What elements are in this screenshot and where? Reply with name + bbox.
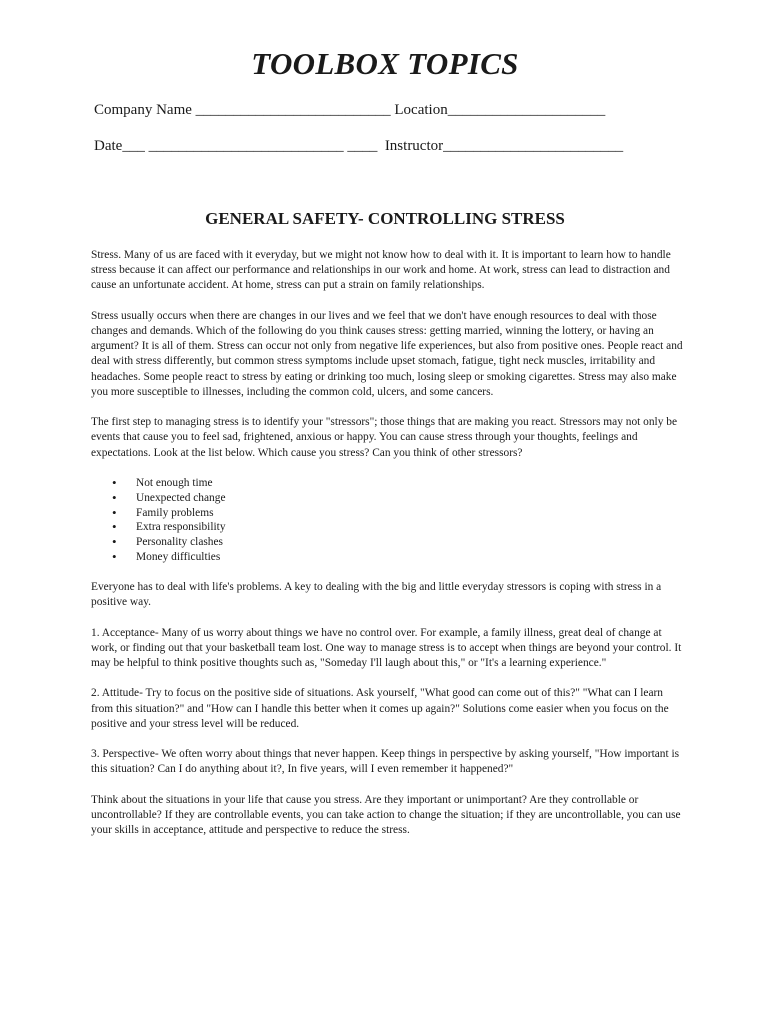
list-item: • Unexpected change bbox=[136, 491, 683, 506]
list-item: • Money difficulties bbox=[136, 550, 683, 565]
section-title: GENERAL SAFETY- CONTROLLING STRESS bbox=[205, 209, 565, 228]
document-body bbox=[91, 248, 683, 854]
list-item: • Personality clashes bbox=[136, 535, 683, 550]
stressor-list bbox=[91, 476, 683, 565]
date-instructor-line: Date___ __________________________ ____ Instructor________________________ bbox=[94, 138, 624, 154]
paragraph-conclusion: Think about the situations in your life that cause you stress. Are they important or unimportant? Are they controllable or uncontrollable? If they are controllable events, you can take action to change the situation; if they are uncontrollable, you can use your skills in acceptance, attitude and perspective to reduce the stress. bbox=[91, 793, 681, 837]
list-item: • Family problems bbox=[136, 506, 683, 521]
paragraph-attitude: 2. Attitude- Try to focus on the positive side of situations. Ask yourself, "What good can come out of this?" "What can I learn from this situation?" and "How can I handle this better when it comes up again?" Solutions come easier when you focus on the positive and your stress level will be reduced. bbox=[91, 687, 669, 730]
paragraph-coping: Everyone has to deal with life's problems. A key to dealing with the big and little everyday stressors is coping with stress in a positive way. bbox=[91, 580, 662, 609]
paragraph-intro: Stress. Many of us are faced with it everyday, but we might not know how to deal with it. It is important to learn how to handle stress because it can affect our performance and relationships in our work and home. At work, stress can lead to distraction and cause an unfortunate accident. At home, stress can put a strain on family relationships. bbox=[91, 249, 671, 292]
paragraph-stressors: The first step to managing stress is to identify your "stressors"; those things that are making you react. Stressors may not only be events that cause you to feel sad, frightened, anxious or happy. You can cause stress through your thoughts, feelings and expectations. Look at the list below. Which cause you stress? Can you think of other stressors? bbox=[91, 416, 678, 459]
paragraph-acceptance: 1. Acceptance- Many of us worry about things we have no control over. For example, a family illness, great deal of change at work, or finding out that your basketball team lost. One way to manage stress is to accept when things are beyond your control. It may be helpful to think positive thoughts such as, "Someday I'll laugh about this," or "It's a learning experience." bbox=[91, 626, 682, 669]
document-title: TOOLBOX TOPICS bbox=[251, 46, 519, 81]
paragraph-perspective: 3. Perspective- We often worry about things that never happen. Keep things in perspective by asking yourself, "How important is this situation? Can I do anything about it?, In five years, will I even remember it happened?" bbox=[91, 748, 680, 776]
paragraph-causes: Stress usually occurs when there are changes in our lives and we feel that we don't have enough resources to deal with those changes and demands. Which of the following do you think causes stress: getting married, winning the lottery, or having an argument? It is all of them. Stress can occur not only from negative life experiences, but also from positive ones. People react and deal with stress differently, but common stress symptoms include upset stomach, fatigue, tight neck muscles, irritability and headaches. Some people react to stress by eating or drinking too much, losing sleep or smoking cigarettes. Stress may also make you more susceptible to illnesses, including the common cold, ulcers, and some cancers. bbox=[91, 309, 683, 398]
list-item: • Extra responsibility bbox=[136, 520, 683, 535]
company-location-line: Company Name __________________________ Location_____________________ bbox=[94, 102, 606, 118]
list-item: • Not enough time bbox=[136, 476, 683, 491]
